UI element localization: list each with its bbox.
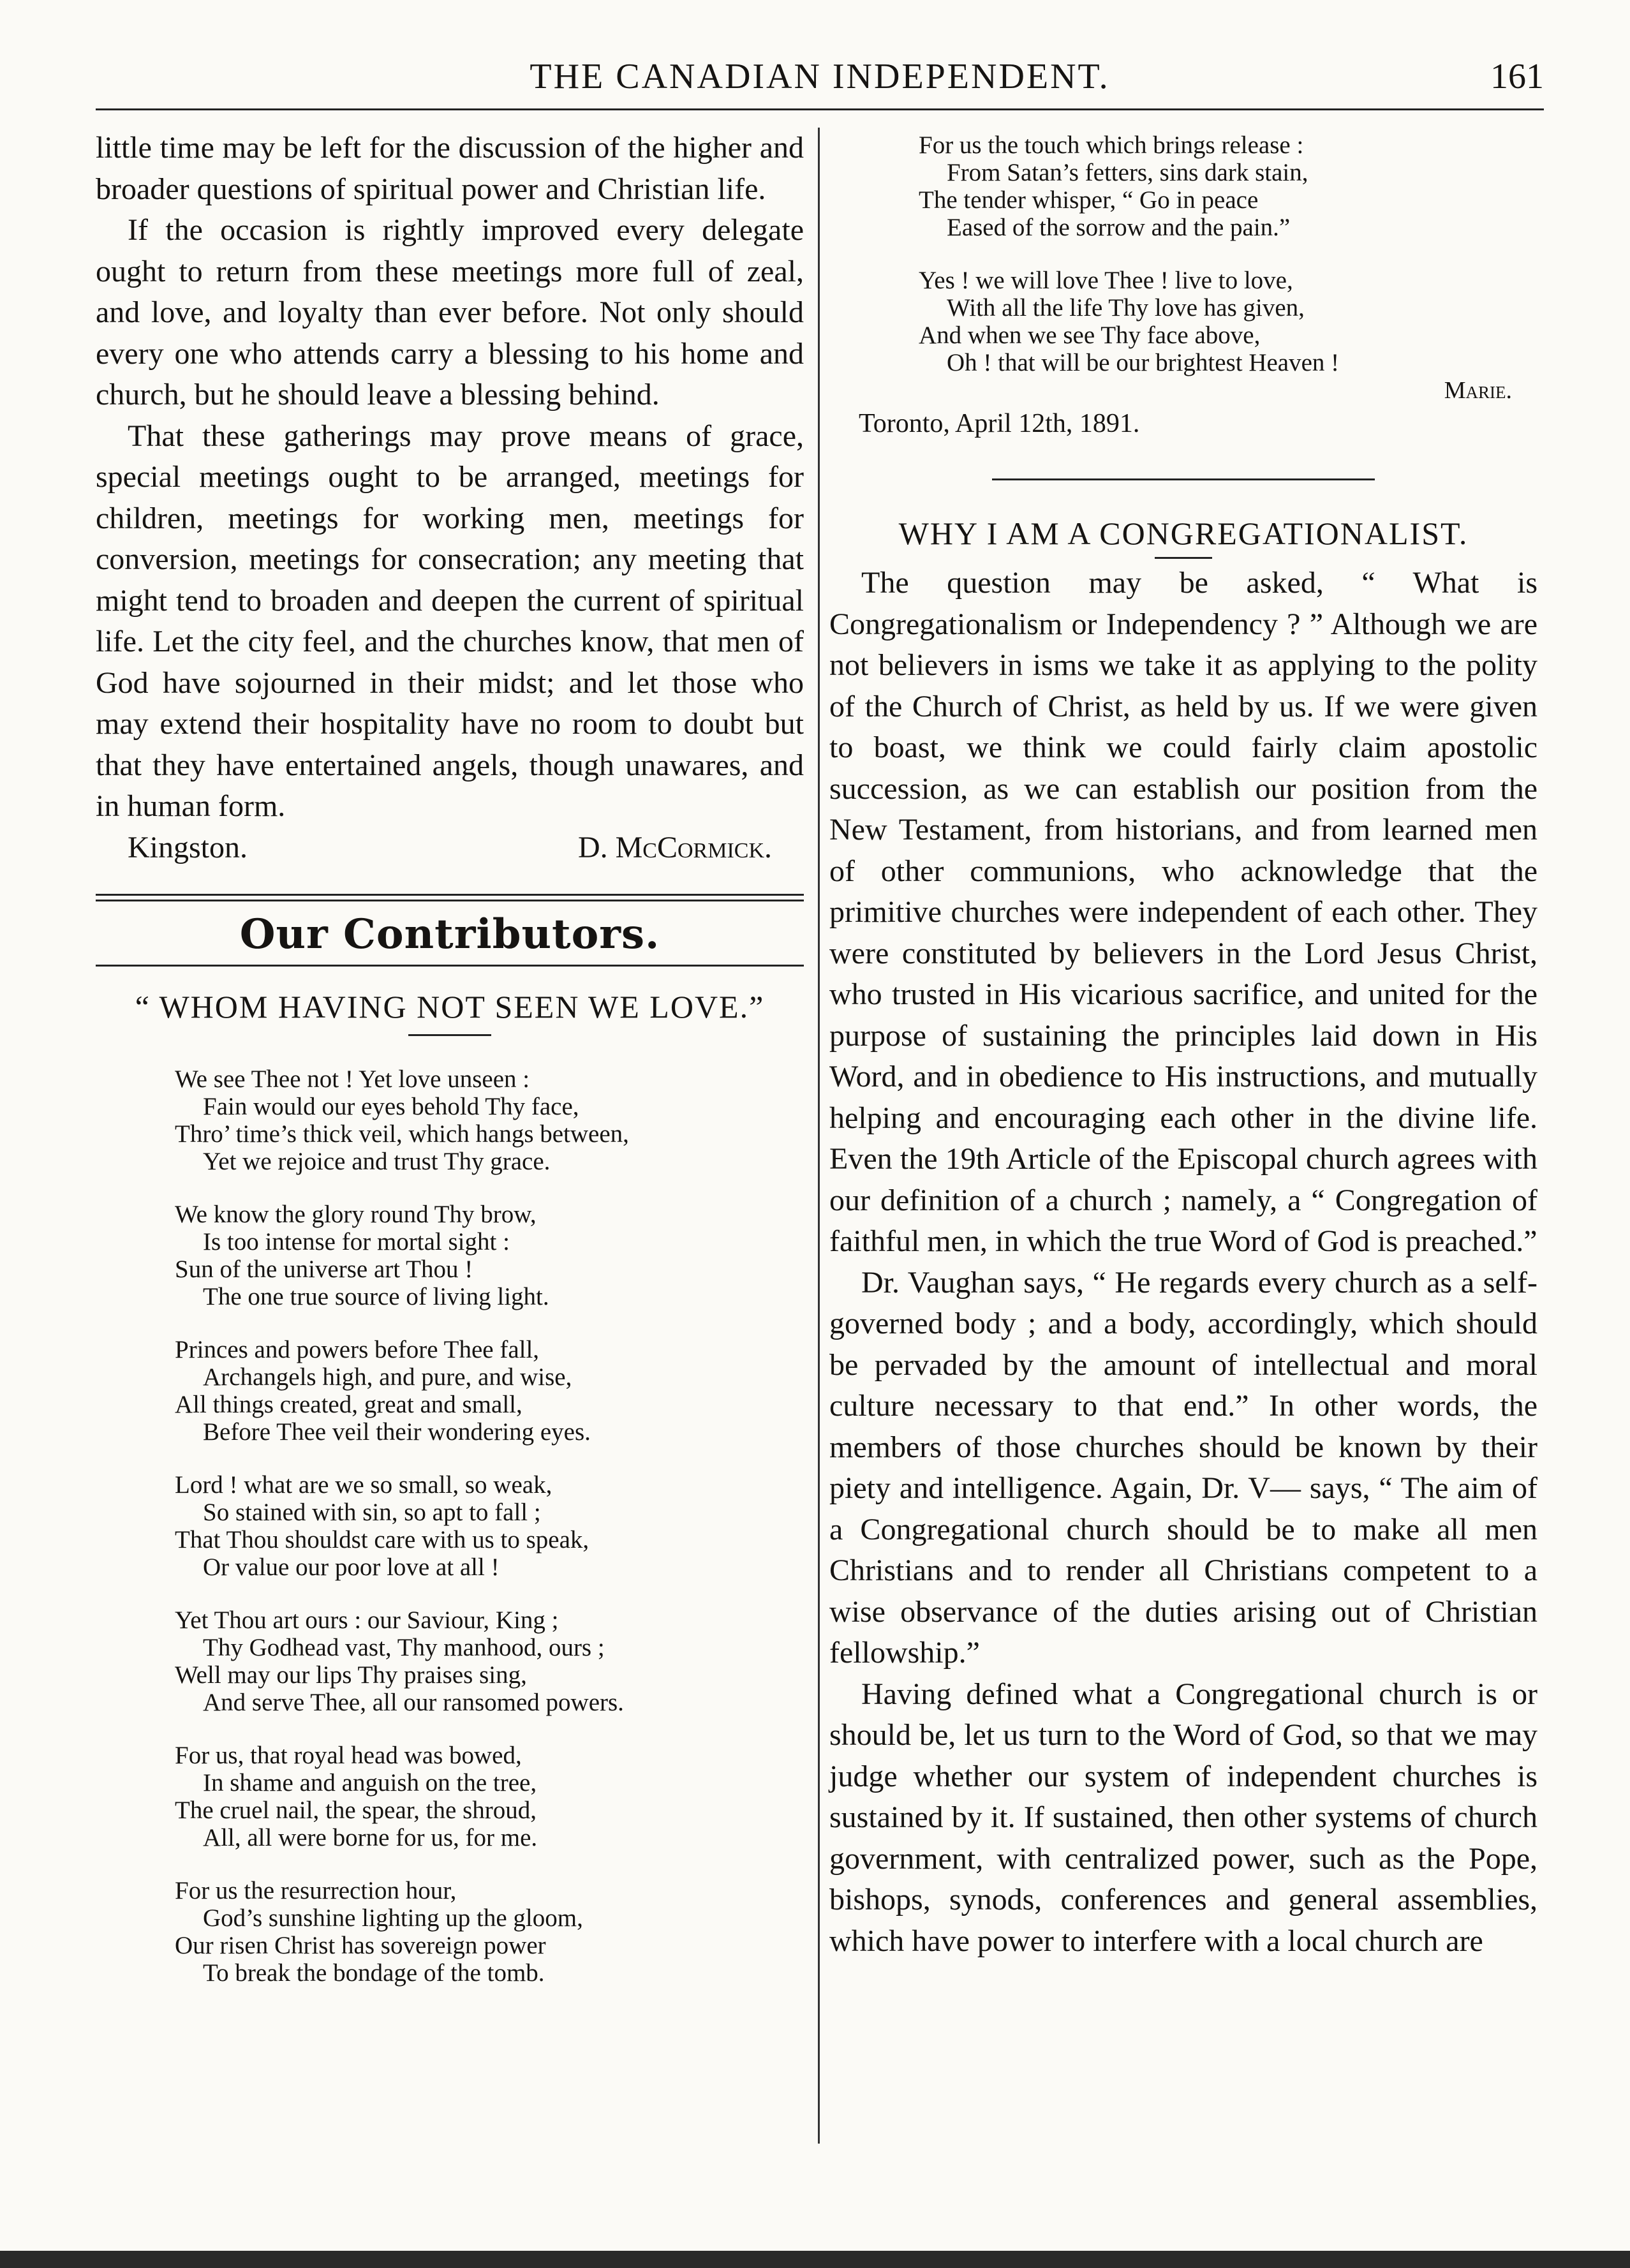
poem-line: With all the life Thy love has given, bbox=[947, 294, 1305, 322]
poem-line: And when we see Thy face above, bbox=[919, 322, 1261, 349]
poem-author: Marie. bbox=[1444, 377, 1512, 404]
poem-line: God’s sunshine lighting up the gloom, bbox=[203, 1904, 583, 1932]
left-paragraph-3: That these gatherings may prove means of grace, special meetings ought to be arranged, meetings for children, meetings for working men, meetings for conversion, meetings for consecration; any meeting that might tend to broaden and deepen the current of spiritual life. Let the city feel, and the churches know, that men of God have sojourned in their midst; and let those who may extend their hospitality have no room to doubt but that they have entertained angels, though unawares, and in human form. bbox=[96, 419, 804, 823]
running-title: THE CANADIAN INDEPENDENT. bbox=[530, 57, 1110, 96]
poem-stanza bbox=[175, 1742, 804, 1851]
poem-line: Or value our poor love at all ! bbox=[203, 1553, 500, 1581]
section-rule-bottom bbox=[96, 965, 804, 967]
poem-stanza bbox=[919, 131, 1537, 241]
left-column bbox=[96, 128, 804, 2012]
poem-line: Thro’ time’s thick veil, which hangs between, bbox=[175, 1120, 629, 1148]
poem-line: Eased of the sorrow and the pain.” bbox=[947, 214, 1291, 241]
poem-line: Well may our lips Thy praises sing, bbox=[175, 1661, 527, 1689]
signature-line bbox=[96, 827, 804, 868]
poem-line: All, all were borne for us, for me. bbox=[203, 1823, 538, 1851]
left-paragraph-1: little time may be left for the discussion of the higher and broader questions of spiritual power and Christian life. bbox=[96, 131, 804, 206]
poem-stanza bbox=[175, 1606, 804, 1716]
dateline: Toronto, April 12th, 1891. bbox=[859, 409, 1140, 438]
right-paragraph-1: The question may be asked, “ What is Congregationalism or Independency ? ” Although we are not believers in isms we take it as applying to the polity of the Church of Christ, as held by us. If we were given to boast, we think we could fairly claim apostolic succession, as we can establish our position from the New Testament, from historians, and from learned men of other communions, who acknowledge that the primitive churches were independent of each other. They were constituted by believers in the Lord Jesus Christ, who trusted in His vicarious sacrifice, and united for the purpose of sustaining the principles laid down in His Word, and in obedience to His instructions, and mutually helping and encouraging each other in the divine life. Even the 19th Article of the Episcopal church agrees with our definition of a church ; namely, a “ Congregation of faithful men, in which the true Word of God is preached.” bbox=[829, 566, 1537, 1258]
poem-line: To break the bondage of the tomb. bbox=[203, 1959, 545, 1987]
article-title-rule bbox=[1155, 557, 1212, 559]
poem-stanza bbox=[175, 1065, 804, 1175]
signature-author: D. McCormick. bbox=[577, 830, 772, 864]
right-paragraph-2: Dr. Vaughan says, “ He regards every church as a self-governed body ; and a body, accordingly, which should be pervaded by the amount of intellectual and moral culture necessary to that end.” In other words, the members of those churches should be known by their piety and intelligence. Again, Dr. V— says, “ The aim of a Congregational church should be to make all men Christians and to render all Christians competent to a wise observance of the duties arising out of Christian fellowship.” bbox=[829, 1265, 1537, 1670]
poem-line: Lord ! what are we so small, so weak, bbox=[175, 1471, 552, 1499]
page-header bbox=[96, 45, 1544, 110]
poem-line: Oh ! that will be our brightest Heaven ! bbox=[947, 349, 1340, 376]
poem-line: We know the glory round Thy brow, bbox=[175, 1200, 537, 1228]
poem-line: The one true source of living light. bbox=[203, 1282, 549, 1310]
poem-line: Thy Godhead vast, Thy manhood, ours ; bbox=[203, 1633, 605, 1661]
poem-line: For us the touch which brings release : bbox=[919, 131, 1304, 159]
right-column bbox=[829, 128, 1537, 1962]
poem-line: From Satan’s fetters, sins dark stain, bbox=[947, 159, 1308, 186]
right-paragraph-3: Having defined what a Congregational church is or should be, let us turn to the Word of God, so that we may judge whether our system of independent churches is sustained by it. If sustained, then other systems of church government, with centralized power, such as the Pope, bishops, synods, conferences and general assemblies, which have power to interfere with a local church are bbox=[829, 1677, 1537, 1958]
poem-stanza bbox=[175, 1336, 804, 1446]
poem-line: Princes and powers before Thee fall, bbox=[175, 1335, 540, 1363]
scan-bottom-edge bbox=[0, 2251, 1630, 2268]
poem-line: For us, that royal head was bowed, bbox=[175, 1741, 522, 1769]
article-title: WHY I AM A CONGREGATIONALIST. bbox=[898, 515, 1469, 551]
poem-line: Yet Thou art ours : our Saviour, King ; bbox=[175, 1606, 559, 1634]
poem-stanza bbox=[175, 1471, 804, 1581]
poem-line: So stained with sin, so apt to fall ; bbox=[203, 1498, 541, 1526]
poem-line: Archangels high, and pure, and wise, bbox=[203, 1363, 572, 1391]
article-separator bbox=[992, 478, 1375, 480]
poem-continued bbox=[919, 131, 1537, 376]
poem-line: That Thou shouldst care with us to speak, bbox=[175, 1525, 589, 1553]
poem-stanza bbox=[175, 1201, 804, 1310]
poem-line: We see Thee not ! Yet love unseen : bbox=[175, 1065, 530, 1093]
column-divider bbox=[818, 128, 820, 2144]
signature-place: Kingston. bbox=[128, 830, 248, 864]
poem-line: The tender whisper, “ Go in peace bbox=[919, 186, 1259, 214]
section-heading: Our Contributors. bbox=[239, 910, 660, 958]
poem-line: Yes ! we will love Thee ! live to love, bbox=[919, 267, 1293, 294]
poem bbox=[175, 1065, 804, 1987]
poem-line: Before Thee veil their wondering eyes. bbox=[203, 1418, 591, 1446]
poem-line: For us the resurrection hour, bbox=[175, 1876, 457, 1904]
poem-line: All things created, great and small, bbox=[175, 1390, 522, 1418]
poem-line: In shame and anguish on the tree, bbox=[203, 1768, 537, 1797]
poem-line: Sun of the universe art Thou ! bbox=[175, 1255, 473, 1283]
poem-line: Our risen Christ has sovereign power bbox=[175, 1931, 546, 1959]
section-rule-top bbox=[96, 894, 804, 901]
poem-stanza bbox=[919, 267, 1537, 376]
poem-title: “ WHOM HAVING NOT SEEN WE LOVE.” bbox=[135, 988, 765, 1025]
poem-title-rule bbox=[408, 1034, 491, 1036]
poem-line: Is too intense for mortal sight : bbox=[203, 1227, 510, 1256]
poem-line: The cruel nail, the spear, the shroud, bbox=[175, 1796, 537, 1824]
poem-line: Fain would our eyes behold Thy face, bbox=[203, 1092, 579, 1120]
poem-stanza bbox=[175, 1877, 804, 1987]
left-paragraph-2: If the occasion is rightly improved every delegate ought to return from these meetings more full of zeal, and love, and loyalty than ever before. Not only should every one who attends carry a blessing to his home and church, but he should leave a blessing behind. bbox=[96, 213, 804, 411]
poem-line: Yet we rejoice and trust Thy grace. bbox=[203, 1147, 551, 1175]
poem-line: And serve Thee, all our ransomed powers. bbox=[203, 1688, 624, 1716]
page-number: 161 bbox=[1490, 57, 1544, 96]
